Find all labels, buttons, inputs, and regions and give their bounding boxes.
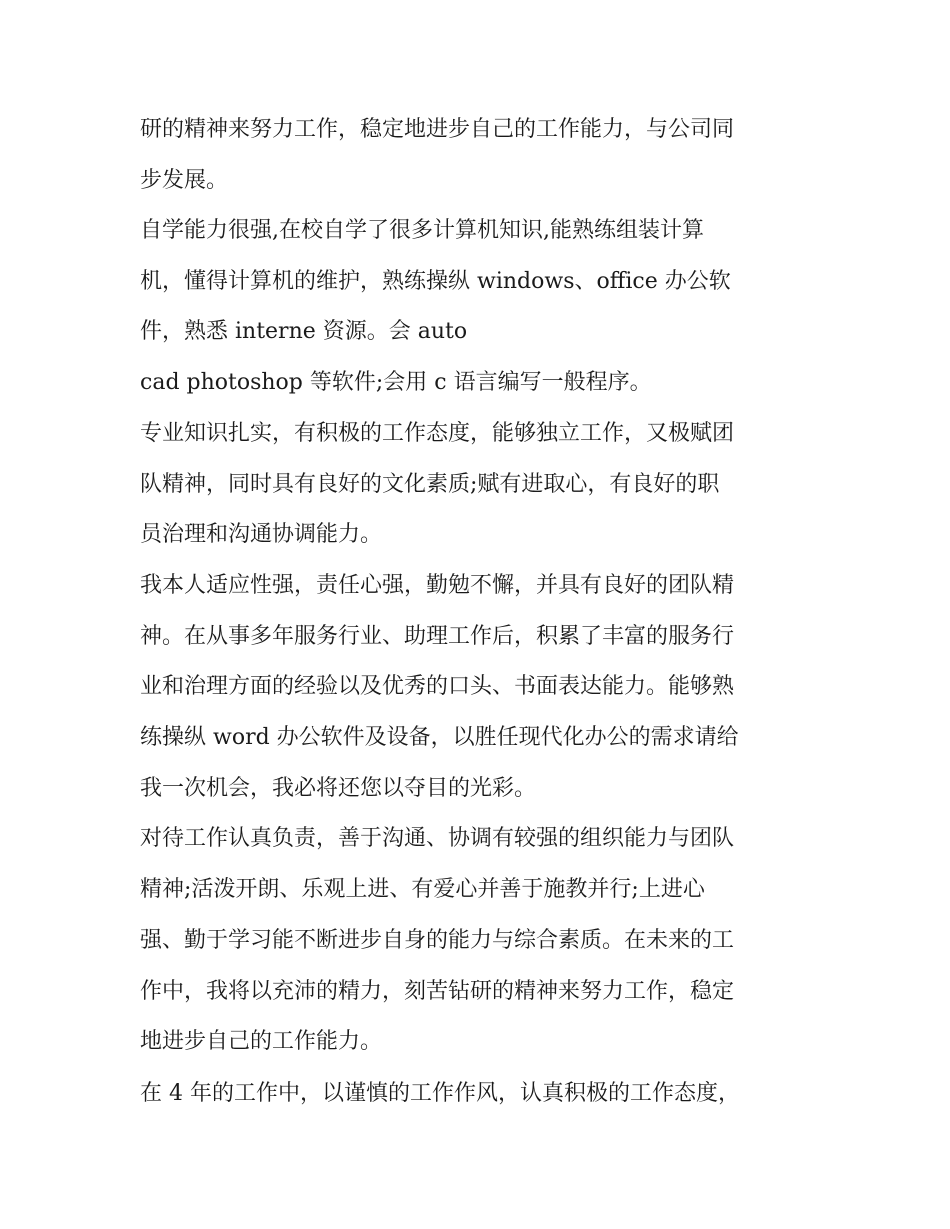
text-line: 步发展。 <box>140 168 229 193</box>
text-line: 练操纵 word 办公软件及设备，以胜任现代化办公的需求请给 <box>140 725 739 750</box>
text-line: 队精神，同时具有良好的文化素质;赋有进取心，有良好的职 <box>140 472 720 497</box>
text-line: 强、勤于学习能不断进步自身的能力与综合素质。在未来的工 <box>140 928 735 953</box>
text-line: 对待工作认真负责，善于沟通、协调有较强的组织能力与团队 <box>140 826 735 851</box>
text-line: 作中，我将以充沛的精力，刻苦钻研的精神来努力工作，稳定 <box>140 979 735 1004</box>
text-line: 我一次机会，我必将还您以夺目的光彩。 <box>140 776 537 801</box>
text-line: 业和治理方面的经验以及优秀的口头、书面表达能力。能够熟 <box>140 674 735 699</box>
text-line: 地进步自己的工作能力。 <box>140 1029 383 1054</box>
text-line: 在 4 年的工作中，以谨慎的工作作风，认真积极的工作态度， <box>140 1081 740 1106</box>
text-line: 研的精神来努力工作，稳定地进步自己的工作能力，与公司同 <box>140 117 735 142</box>
text-line: cad photoshop 等软件;会用 c 语言编写一般程序。 <box>140 370 652 395</box>
text-line: 专业知识扎实，有积极的工作态度，能够独立工作，又极赋团 <box>140 421 735 446</box>
text-line: 神。在从事多年服务行业、助理工作后，积累了丰富的服务行 <box>140 624 735 649</box>
text-line: 我本人适应性强，责任心强，勤勉不懈，并具有良好的团队精 <box>140 573 735 598</box>
text-line: 精神;活泼开朗、乐观上进、有爱心并善于施教并行;上进心 <box>140 877 705 902</box>
text-line: 件，熟悉 interne 资源。会 auto <box>140 319 468 344</box>
text-line: 员治理和沟通协调能力。 <box>140 522 383 547</box>
text-line: 自学能力很强,在校自学了很多计算机知识,能熟练组装计算 <box>140 218 704 243</box>
text-line: 机，懂得计算机的维护，熟练操纵 windows、office 办公软 <box>140 269 731 294</box>
